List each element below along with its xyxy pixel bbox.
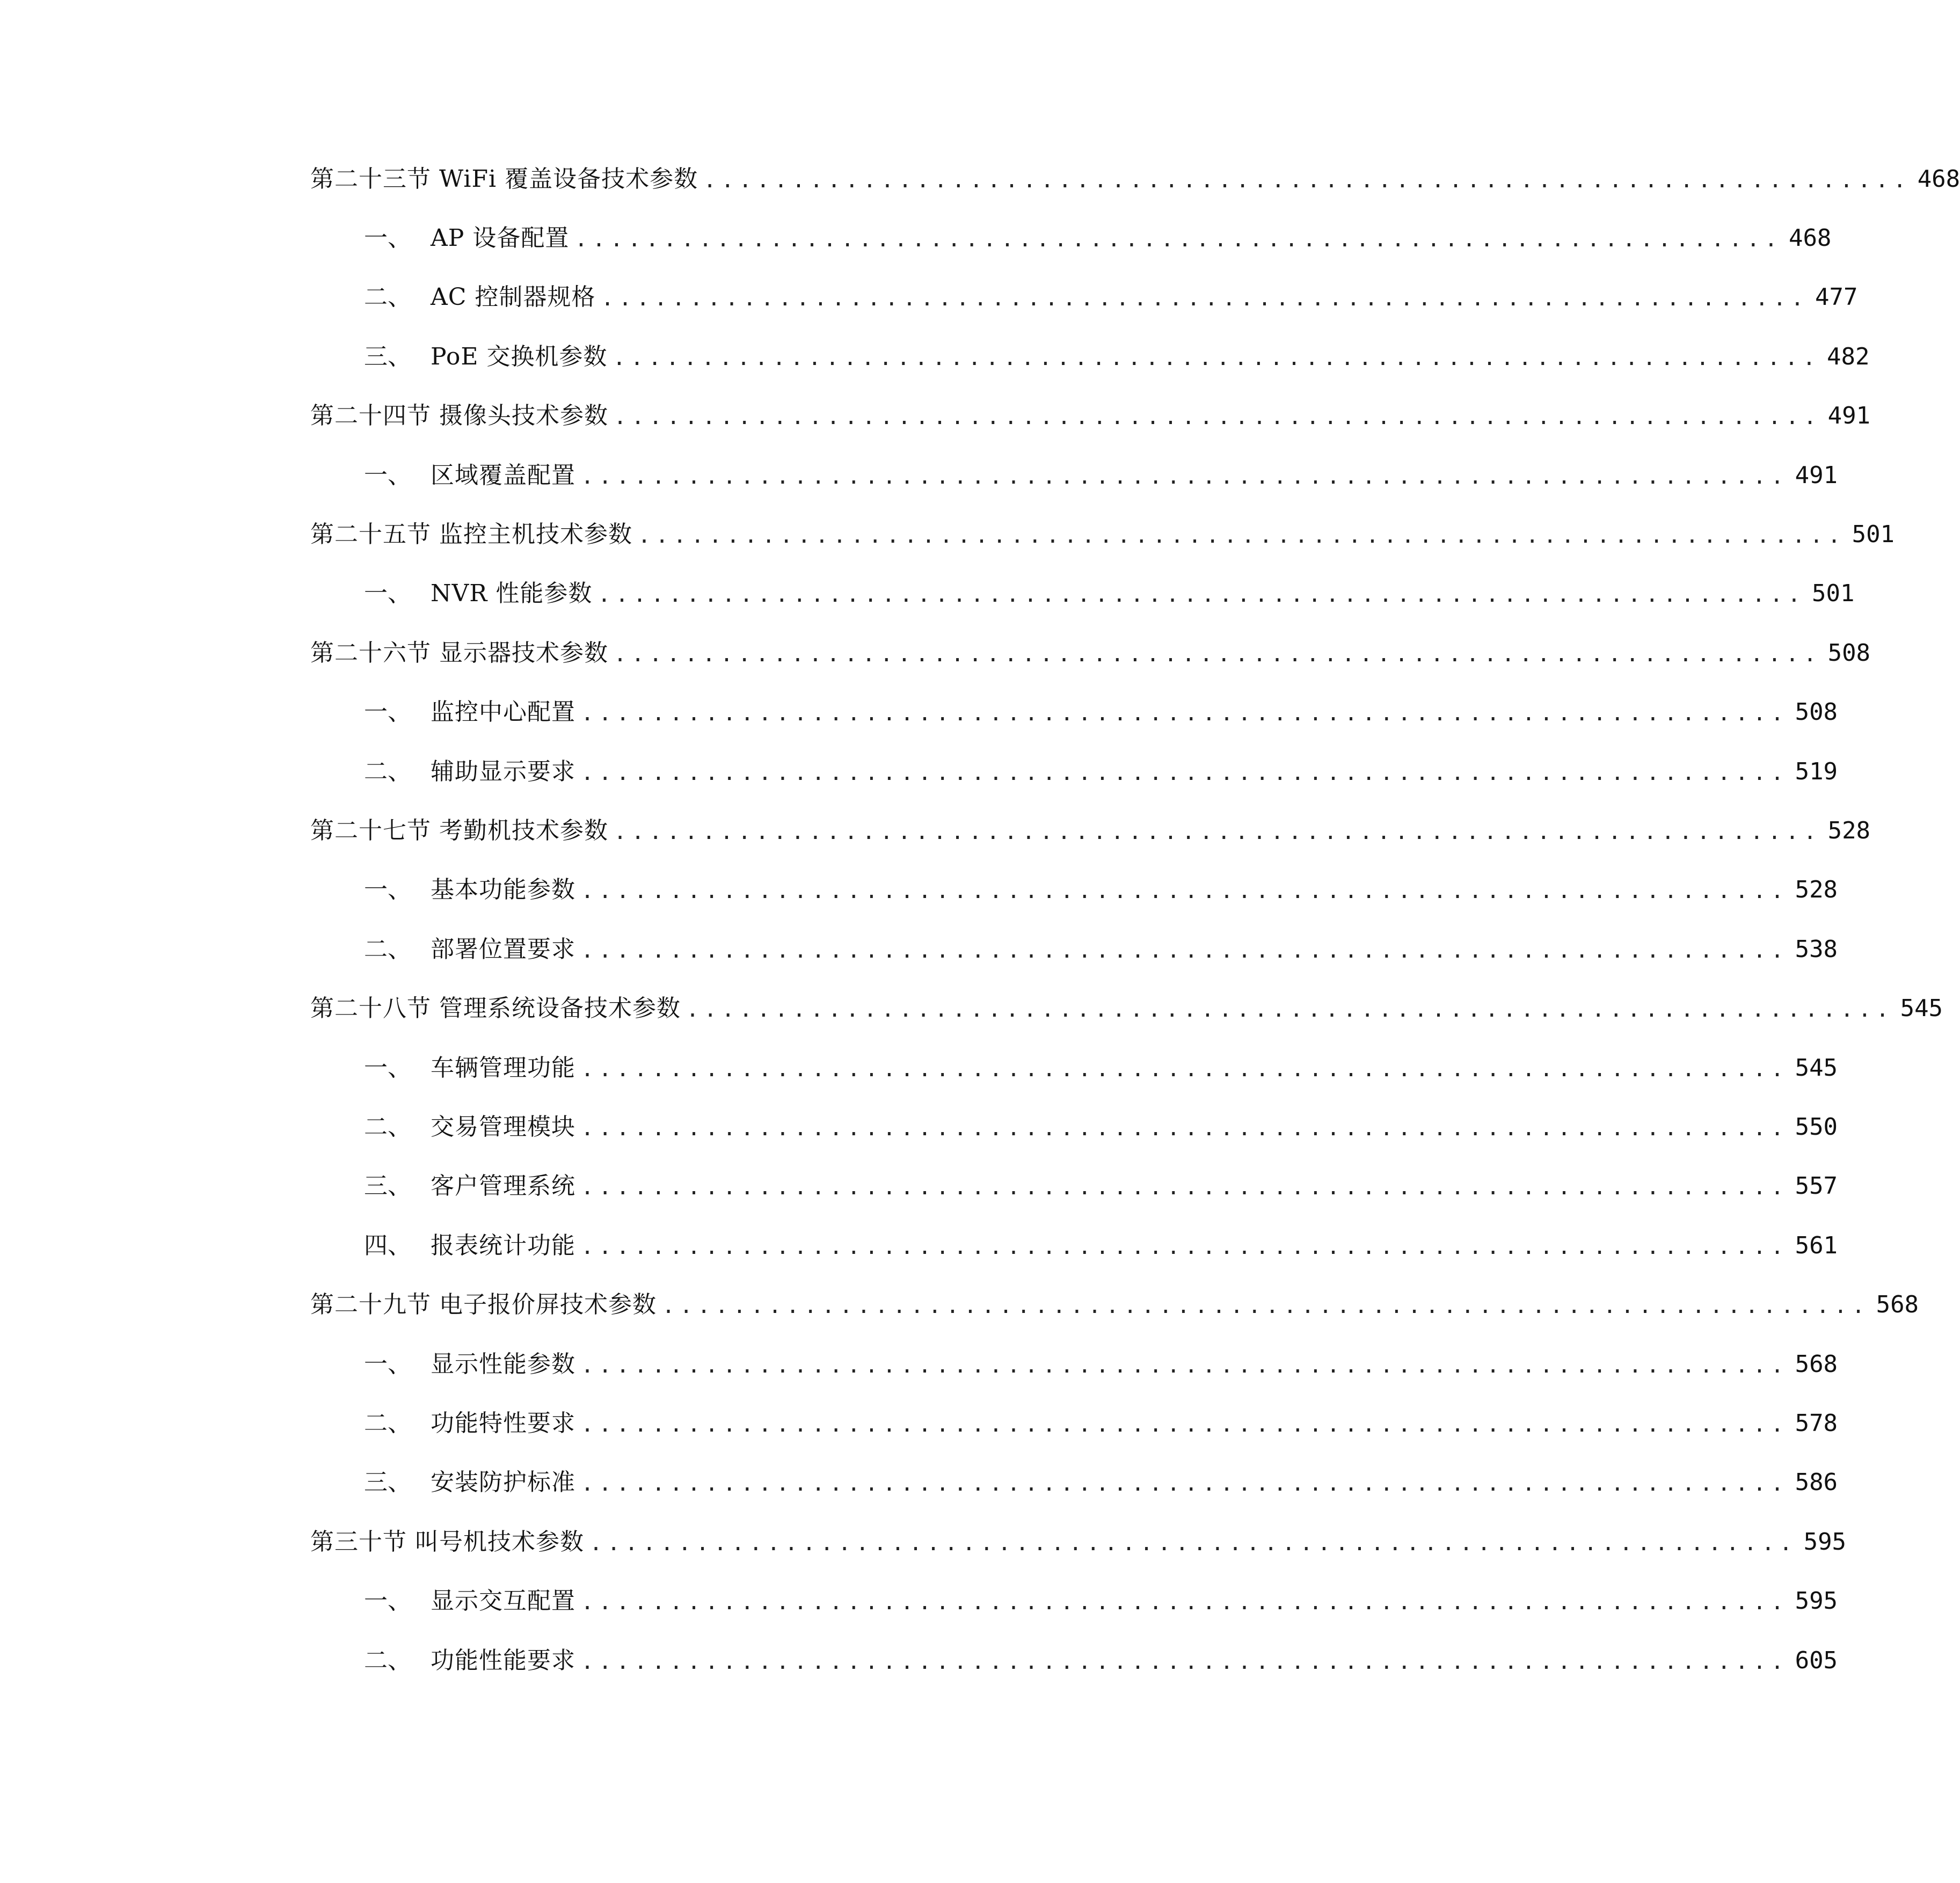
toc-entry-label: 第三十节 叫号机技术参数: [310, 1528, 584, 1556]
toc-entry-label: AC 控制器规格: [431, 283, 596, 311]
toc-entry-subsection[interactable]: [364, 276, 1858, 319]
toc-entry-page: 595: [1803, 1528, 1847, 1556]
toc-entry-label: PoE 交换机参数: [431, 343, 608, 370]
toc-entry-subsection[interactable]: [364, 217, 1832, 260]
dot-leader: ....................................................................: [581, 761, 1789, 785]
dot-leader: ....................................................................: [589, 1531, 1797, 1556]
toc-entry-label: 第二十五节 监控主机技术参数: [310, 521, 632, 548]
toc-entry-number: 二、: [364, 1113, 411, 1141]
dot-leader: ....................................................................: [581, 464, 1789, 489]
toc-entry-page: 508: [1827, 639, 1871, 667]
toc-entry-page: 501: [1811, 580, 1855, 607]
toc-entry-label: 车辆管理功能: [431, 1054, 575, 1082]
toc-entry-subsection[interactable]: [364, 750, 1838, 793]
toc-entry-number: 三、: [364, 343, 411, 370]
dot-leader: ....................................................................: [703, 168, 1911, 193]
toc-entry-page: 519: [1795, 758, 1838, 785]
toc-entry-number: 四、: [364, 1232, 411, 1259]
toc-entry-label: NVR 性能参数: [431, 580, 593, 607]
toc-entry-page: 550: [1795, 1113, 1838, 1141]
toc-entry-section[interactable]: [310, 1283, 1919, 1326]
dot-leader: ....................................................................: [638, 523, 1846, 548]
toc-entry-label: 监控中心配置: [431, 698, 575, 726]
toc-entry-label: 客户管理系统: [431, 1172, 575, 1200]
toc-entry-label: 第二十九节 电子报价屏技术参数: [310, 1291, 657, 1318]
toc-entry-subsection[interactable]: [364, 1047, 1838, 1090]
dot-leader: ....................................................................: [581, 1175, 1789, 1200]
toc-entry-number: 一、: [364, 462, 411, 489]
toc-entry-page: 545: [1900, 995, 1943, 1022]
toc-entry-label: 第二十八节 管理系统设备技术参数: [310, 995, 681, 1022]
dot-leader: ....................................................................: [581, 938, 1789, 963]
toc-entry-section[interactable]: [310, 987, 1943, 1030]
dot-leader: ....................................................................: [601, 286, 1809, 311]
toc-entry-number: 三、: [364, 1172, 411, 1200]
toc-entry-page: 595: [1795, 1587, 1838, 1615]
toc-entry-label: 安装防护标准: [431, 1469, 575, 1496]
toc-entry-number: 一、: [364, 698, 411, 726]
toc-entry-section[interactable]: [310, 395, 1871, 437]
toc-entry-label: 显示性能参数: [431, 1351, 575, 1378]
toc-entry-number: 一、: [364, 1351, 411, 1378]
dot-leader: ....................................................................: [614, 405, 1821, 429]
toc-entry-subsection[interactable]: [364, 1402, 1838, 1445]
toc-entry-subsection[interactable]: [364, 928, 1838, 971]
dot-leader: ....................................................................: [614, 642, 1821, 667]
toc-entry-page: 545: [1795, 1054, 1838, 1082]
toc-entry-label: 第二十四节 摄像头技术参数: [310, 402, 608, 429]
dot-leader: ....................................................................: [613, 346, 1820, 370]
toc-entry-page: 528: [1827, 817, 1871, 844]
toc-entry-label: 第二十三节 WiFi 覆盖设备技术参数: [310, 165, 698, 193]
toc-entry-page: 538: [1795, 936, 1838, 963]
toc-entry-label: 第二十七节 考勤机技术参数: [310, 817, 608, 844]
dot-leader: ....................................................................: [614, 820, 1821, 844]
toc-entry-page: 568: [1795, 1351, 1838, 1378]
toc-entry-page: 501: [1852, 521, 1895, 548]
toc-entry-label: 交易管理模块: [431, 1113, 575, 1141]
toc-entry-section[interactable]: [310, 809, 1871, 852]
toc-entry-page: 568: [1876, 1291, 1919, 1318]
dot-leader: ....................................................................: [581, 1650, 1789, 1674]
dot-leader: ....................................................................: [598, 582, 1805, 607]
toc-entry-section[interactable]: [310, 158, 1960, 201]
toc-entry-number: 二、: [364, 936, 411, 963]
toc-entry-label: 功能性能要求: [431, 1647, 575, 1674]
toc-entry-subsection[interactable]: [364, 868, 1838, 911]
toc-entry-subsection[interactable]: [364, 691, 1838, 734]
toc-entry-number: 一、: [364, 224, 411, 252]
toc-entry-page: 468: [1917, 165, 1960, 193]
dot-leader: ....................................................................: [581, 1471, 1789, 1496]
dot-leader: ....................................................................: [581, 879, 1789, 903]
dot-leader: ....................................................................: [581, 1057, 1789, 1082]
toc-entry-number: 一、: [364, 1587, 411, 1615]
toc-entry-number: 二、: [364, 758, 411, 785]
dot-leader: ....................................................................: [686, 997, 1894, 1022]
toc-entry-subsection[interactable]: [364, 1224, 1838, 1267]
toc-entry-page: 557: [1795, 1172, 1838, 1200]
toc-entry-page: 528: [1795, 876, 1838, 903]
toc-entry-subsection[interactable]: [364, 1580, 1838, 1623]
toc-entry-subsection[interactable]: [364, 1106, 1838, 1149]
toc-entry-label: 功能特性要求: [431, 1410, 575, 1437]
dot-leader: ....................................................................: [581, 1116, 1789, 1141]
toc-entry-label: 第二十六节 显示器技术参数: [310, 639, 608, 667]
dot-leader: ....................................................................: [581, 1412, 1789, 1437]
toc-entry-subsection[interactable]: [364, 1343, 1838, 1386]
dot-leader: ....................................................................: [581, 1353, 1789, 1378]
toc-entry-label: 辅助显示要求: [431, 758, 575, 785]
toc-entry-number: 一、: [364, 876, 411, 903]
toc-entry-section[interactable]: [310, 632, 1871, 675]
toc-entry-page: 482: [1827, 343, 1870, 370]
toc-entry-section[interactable]: [310, 1521, 1847, 1564]
toc-entry-number: 一、: [364, 580, 411, 607]
toc-entry-page: 491: [1827, 402, 1871, 429]
toc-entry-number: 二、: [364, 1647, 411, 1674]
toc-entry-page: 491: [1795, 462, 1838, 489]
toc-entry-page: 477: [1815, 283, 1858, 311]
toc-entry-label: 区域覆盖配置: [431, 462, 575, 489]
toc-entry-page: 508: [1795, 698, 1838, 726]
dot-leader: ....................................................................: [574, 227, 1782, 252]
dot-leader: ....................................................................: [581, 1590, 1789, 1615]
toc-entry-label: AP 设备配置: [431, 224, 570, 252]
toc-entry-subsection[interactable]: [364, 572, 1855, 615]
toc-entry-number: 二、: [364, 283, 411, 311]
toc-entry-subsection[interactable]: [364, 1639, 1838, 1682]
toc-entry-label: 部署位置要求: [431, 936, 575, 963]
toc-entry-page: 561: [1795, 1232, 1838, 1259]
toc-entry-subsection[interactable]: [364, 335, 1870, 378]
toc-entry-subsection[interactable]: [364, 1165, 1838, 1208]
toc-entry-number: 三、: [364, 1469, 411, 1496]
dot-leader: ....................................................................: [581, 1235, 1789, 1259]
toc-entry-label: 显示交互配置: [431, 1587, 575, 1615]
toc-entry-number: 一、: [364, 1054, 411, 1082]
toc-entry-page: 468: [1788, 224, 1832, 252]
dot-leader: ....................................................................: [581, 701, 1789, 726]
toc-entry-page: 578: [1795, 1410, 1838, 1437]
toc-entry-section[interactable]: [310, 513, 1895, 556]
toc-entry-label: 报表统计功能: [431, 1232, 575, 1259]
toc-entry-page: 586: [1795, 1469, 1838, 1496]
dot-leader: ....................................................................: [662, 1294, 1870, 1318]
toc-entry-number: 二、: [364, 1410, 411, 1437]
toc-entry-subsection[interactable]: [364, 1461, 1838, 1504]
toc-entry-label: 基本功能参数: [431, 876, 575, 903]
toc-entry-subsection[interactable]: [364, 454, 1838, 497]
toc-entry-page: 605: [1795, 1647, 1838, 1674]
